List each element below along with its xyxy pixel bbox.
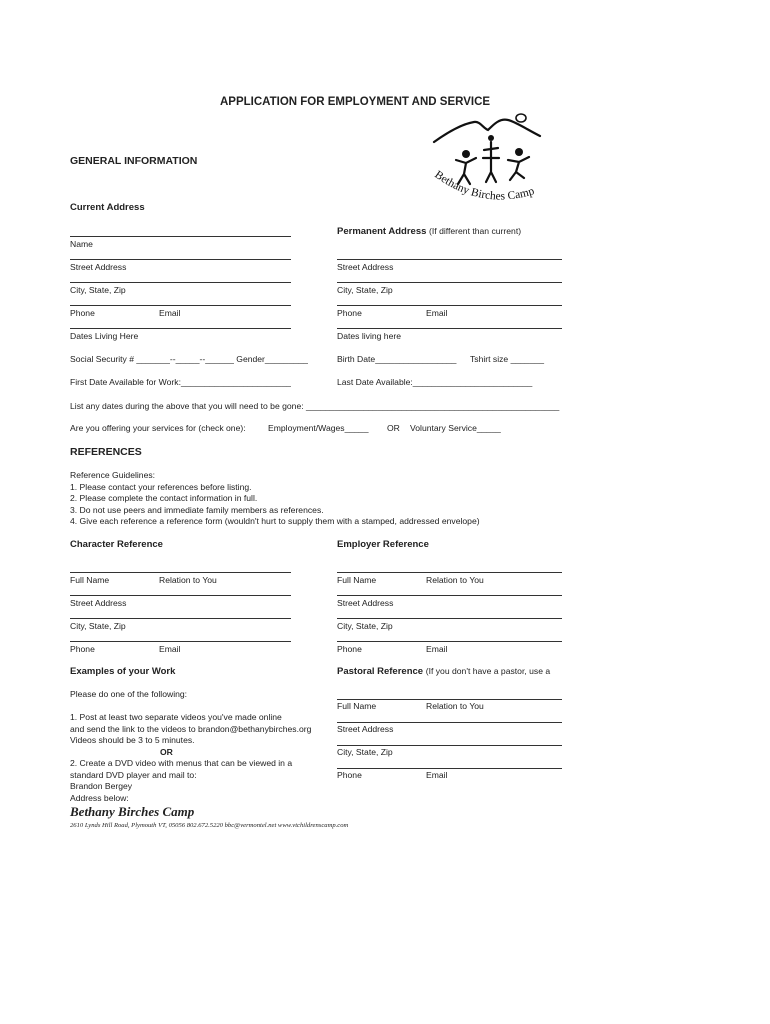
- phone-label: Phone: [70, 308, 95, 318]
- general-info-heading: GENERAL INFORMATION: [70, 155, 198, 167]
- character-reference-heading: Character Reference: [70, 539, 163, 550]
- perm-dates-line[interactable]: [337, 328, 562, 329]
- perm-street-label: Street Address: [337, 262, 394, 272]
- employer-reference-heading: Employer Reference: [337, 539, 429, 550]
- or-label: OR: [387, 423, 400, 433]
- tshirt-size-field[interactable]: Tshirt size _______: [470, 354, 545, 364]
- guideline-item: 1. Please contact your references before listing.: [70, 482, 252, 492]
- emp-relation-label: Relation to You: [426, 575, 484, 585]
- city-line[interactable]: [70, 282, 291, 283]
- emp-name-line[interactable]: [337, 572, 562, 573]
- form-title: APPLICATION FOR EMPLOYMENT AND SERVICE: [220, 96, 491, 108]
- pastor-city-label: City, State, Zip: [337, 747, 393, 757]
- char-street-line[interactable]: [70, 595, 291, 596]
- perm-phone-label: Phone: [337, 308, 362, 318]
- footer-address: 2610 Lynds Hill Road, Plymouth VT, 05056 802.672.5220 bbc@vermontel.net www.vtchildrenscamp.com: [70, 822, 349, 829]
- char-city-line[interactable]: [70, 618, 291, 619]
- name-line[interactable]: [70, 236, 291, 237]
- guideline-item: 3. Do not use peers and immediate family members as references.: [70, 505, 324, 515]
- char-name-line[interactable]: [70, 572, 291, 573]
- ssn-gender-field[interactable]: Social Security # _______--_____--______ Gender_________: [70, 354, 308, 364]
- char-phone-label: Phone: [70, 644, 95, 654]
- permanent-address-heading: [337, 226, 521, 237]
- emp-street-line[interactable]: [337, 595, 562, 596]
- street-label: Street Address: [70, 262, 127, 272]
- perm-phone-line[interactable]: [337, 305, 562, 306]
- char-email-label: Email: [159, 644, 181, 654]
- perm-city-line[interactable]: [337, 282, 562, 283]
- work-option2-line: standard DVD player and mail to:: [70, 770, 197, 780]
- guidelines-title: Reference Guidelines:: [70, 470, 156, 480]
- guideline-item: 2. Please complete the contact information in full.: [70, 493, 258, 503]
- work-or-label: OR: [160, 747, 173, 757]
- pastor-street-label: Street Address: [337, 724, 394, 734]
- pastor-city-line[interactable]: [337, 745, 562, 746]
- emp-email-label: Email: [426, 644, 448, 654]
- dates-line[interactable]: [70, 328, 291, 329]
- work-intro: Please do one of the following:: [70, 689, 188, 699]
- pastoral-reference-note: (If you don't have a pastor, use a: [425, 666, 551, 676]
- pastoral-reference-heading: [337, 666, 550, 677]
- char-full-name-label: Full Name: [70, 575, 110, 585]
- phone-line[interactable]: [70, 305, 291, 306]
- work-option2-line: Brandon Bergey: [70, 781, 133, 791]
- city-label: City, State, Zip: [70, 285, 126, 295]
- emp-city-label: City, State, Zip: [337, 621, 393, 631]
- pastor-street-line[interactable]: [337, 722, 562, 723]
- voluntary-option[interactable]: Voluntary Service_____: [410, 423, 501, 433]
- emp-city-line[interactable]: [337, 618, 562, 619]
- permanent-address-note: (If different than current): [429, 226, 522, 236]
- work-option2-line: 2. Create a DVD video with menus that can be viewed in a: [70, 758, 293, 768]
- pastor-relation-label: Relation to You: [426, 701, 484, 711]
- birth-date-field[interactable]: Birth Date_________________: [337, 354, 457, 364]
- pastor-full-name-label: Full Name: [337, 701, 377, 711]
- char-relation-label: Relation to You: [159, 575, 217, 585]
- char-phone-line[interactable]: [70, 641, 291, 642]
- work-option1-line: 1. Post at least two separate videos you've made online: [70, 712, 282, 722]
- current-address-heading: Current Address: [70, 202, 145, 213]
- perm-email-label: Email: [426, 308, 448, 318]
- emp-phone-line[interactable]: [337, 641, 562, 642]
- dates-label: Dates Living Here: [70, 331, 139, 341]
- email-label: Email: [159, 308, 181, 318]
- work-option2-line: Address below:: [70, 793, 129, 803]
- work-examples-heading: Examples of your Work: [70, 666, 176, 677]
- char-street-label: Street Address: [70, 598, 127, 608]
- name-label: Name: [70, 239, 93, 249]
- pastor-email-label: Email: [426, 770, 448, 780]
- svg-text:Bethany Birches Camp: [432, 169, 536, 203]
- work-option1-line: and send the link to the videos to brandon@bethanybirches.org: [70, 724, 312, 734]
- perm-city-label: City, State, Zip: [337, 285, 393, 295]
- work-option1-line: Videos should be 3 to 5 minutes.: [70, 735, 195, 745]
- services-question: Are you offering your services for (check one):: [70, 423, 246, 433]
- emp-full-name-label: Full Name: [337, 575, 377, 585]
- perm-street-line[interactable]: [337, 259, 562, 260]
- employment-option[interactable]: Employment/Wages_____: [268, 423, 369, 433]
- emp-phone-label: Phone: [337, 644, 362, 654]
- references-heading: REFERENCES: [70, 446, 142, 458]
- pastoral-reference-label: Pastoral Reference: [337, 666, 424, 677]
- pastor-phone-label: Phone: [337, 770, 362, 780]
- permanent-address-label: Permanent Address: [337, 226, 427, 237]
- guideline-item: 4. Give each reference a reference form (wouldn't hurt to supply them with a stamped, addressed envelope): [70, 516, 480, 526]
- perm-dates-label: Dates living here: [337, 331, 402, 341]
- logo-text: Bethany Birches Camp: [432, 168, 536, 203]
- char-city-label: City, State, Zip: [70, 621, 126, 631]
- last-date-field[interactable]: Last Date Available:_________________________: [337, 377, 533, 387]
- footer-camp-name: Bethany Birches Camp: [70, 804, 195, 819]
- bethany-birches-camp-logo-icon: [428, 108, 558, 216]
- dates-gone-field[interactable]: List any dates during the above that you will need to be gone: _____________________________________________________: [70, 401, 560, 411]
- pastor-phone-line[interactable]: [337, 768, 562, 769]
- pastor-name-line[interactable]: [337, 699, 562, 700]
- first-date-field[interactable]: First Date Available for Work:_______________________: [70, 377, 291, 387]
- emp-street-label: Street Address: [337, 598, 394, 608]
- street-line[interactable]: [70, 259, 291, 260]
